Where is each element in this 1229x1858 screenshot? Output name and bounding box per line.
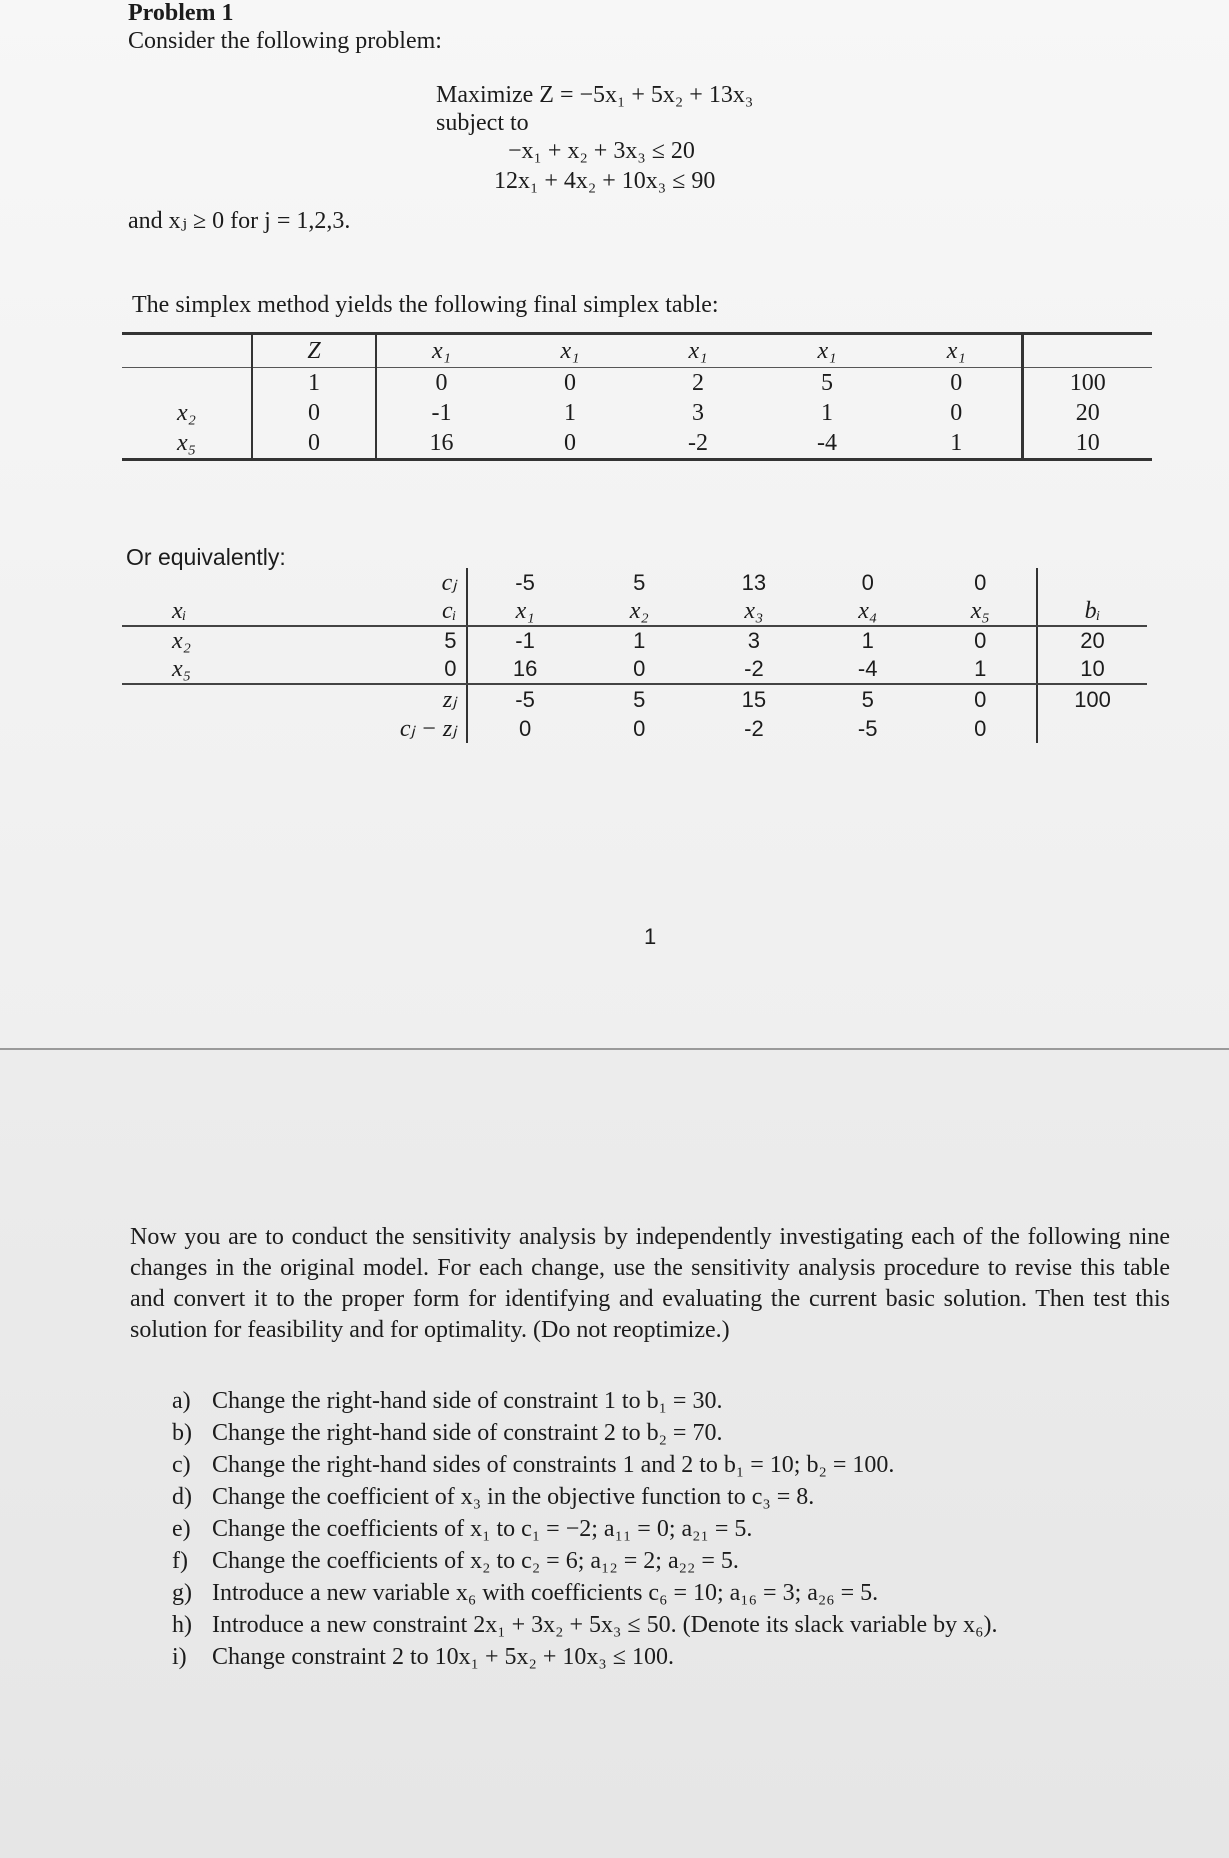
table1-header-z: Z <box>252 334 376 368</box>
table1-cell: 0 <box>892 398 1022 428</box>
table1-cell: -1 <box>376 398 506 428</box>
cj-label: cⱼ <box>244 568 468 597</box>
change-item: g) Introduce a new variable x₆ with coefficients c₆ = 10; a₁₆ = 3; a₂₆ = 5. <box>172 1580 879 1606</box>
cj-row <box>122 568 1147 597</box>
bi-label: bᵢ <box>1037 597 1147 626</box>
table2-row <box>122 655 1147 684</box>
cj-zj-value: 0 <box>924 714 1037 743</box>
table2-row <box>122 626 1147 655</box>
cj-zj-value: 0 <box>518 715 532 741</box>
table1-header-rhs <box>1022 334 1152 368</box>
zj-row <box>122 684 1147 714</box>
table2-cell: -4 <box>811 655 924 684</box>
change-item: h) Introduce a new constraint 2x₁ + 3x₂ + 5x₃ ≤ 50. (Denote its slack variable by x₆). <box>172 1612 998 1638</box>
constraint-2: 12x₁ + 4x₂ + 10x₃ ≤ 90 <box>494 168 716 194</box>
table1-row <box>122 368 1152 399</box>
final-simplex-table <box>122 332 1152 461</box>
table2-rhs: 10 <box>1037 655 1147 684</box>
table1-cell: 1 <box>892 428 1022 460</box>
change-item: a) Change the right-hand side of constraint 1 to b₁ = 30. <box>172 1388 723 1414</box>
change-item: d) Change the coefficient of x₃ in the objective function to c₃ = 8. <box>172 1484 815 1510</box>
cj-zj-value: -5 <box>857 715 878 741</box>
table2-cell: 1 <box>924 655 1037 684</box>
cj-value: 13 <box>741 569 767 595</box>
problem-title: Problem 1 <box>128 0 234 26</box>
table2-basic-var: x₂ <box>172 627 191 654</box>
cj-zj-row <box>122 714 1147 743</box>
table1-header-var: x₁ <box>634 334 762 368</box>
objective-function: Maximize Z = −5x₁ + 5x₂ + 13x₃ <box>436 82 754 108</box>
equivalent-simplex-table <box>122 568 1147 743</box>
table1-basic-var: x₂ <box>177 399 196 426</box>
table1-header-row <box>122 334 1152 368</box>
table1-cell: 0 <box>892 368 1022 399</box>
table2-cell: -1 <box>515 628 535 653</box>
table1-rhs: 10 <box>1022 428 1152 460</box>
zj-value: 5 <box>633 686 646 712</box>
table1-header-var: x₁ <box>762 334 892 368</box>
table1-cell: 5 <box>821 369 833 396</box>
table1-cell: 1 <box>564 399 576 426</box>
zj-value: 5 <box>861 686 874 712</box>
table2-cell: 0 <box>582 655 697 684</box>
table1-cell: 0 <box>376 368 506 399</box>
var-header: x₄ <box>811 597 924 626</box>
var-header: x₂ <box>582 597 697 626</box>
change-item: i) Change constraint 2 to 10x₁ + 5x₂ + 10x₃ ≤ 100. <box>172 1644 674 1670</box>
table1-cell: 0 <box>252 428 376 460</box>
table2-cell: 1 <box>633 628 646 653</box>
table1-cell: -2 <box>634 428 762 460</box>
table2-cell: 1 <box>861 628 874 653</box>
change-item: f) Change the coefficients of x₂ to c₂ = 6; a₁₂ = 2; a₂₂ = 5. <box>172 1548 739 1574</box>
cj-value: -5 <box>515 569 535 595</box>
cj-zj-value: -2 <box>744 715 764 741</box>
table2-rhs: 20 <box>1080 628 1105 653</box>
table2-cell: -2 <box>697 655 811 684</box>
cj-value: 0 <box>861 569 874 595</box>
cj-zj-label: cⱼ − zⱼ <box>244 714 468 743</box>
table1-header-var: x₁ <box>376 334 506 368</box>
table2-ci: 0 <box>244 655 468 684</box>
change-item: e) Change the coefficients of x₁ to c₁ = −2; a₁₁ = 0; a₂₁ = 5. <box>172 1516 753 1542</box>
table1-cell: 16 <box>376 428 506 460</box>
problem-intro: Consider the following problem: <box>128 28 442 54</box>
table1-cell: 0 <box>252 398 376 428</box>
instructions-paragraph: Now you are to conduct the sensitivity analysis by independently investigating each of the following nine changes in the original model. For each change, use the sensitivity analysis procedure to revise this table and convert it to the proper form for identifying and evaluating the current basic solution. Then test this solution for feasibility and for optimality. (Do not reoptimize.) <box>130 1224 1170 1343</box>
zj-value: 15 <box>741 686 767 712</box>
zj-value: -5 <box>515 686 535 712</box>
table2-cell: 3 <box>747 628 761 653</box>
ci-label: cᵢ <box>244 597 468 626</box>
var-header: x₅ <box>924 597 1037 626</box>
equivalent-label: Or equivalently: <box>126 544 286 570</box>
cj-zj-value: 0 <box>633 715 646 741</box>
nonnegativity: and xⱼ ≥ 0 for j = 1,2,3. <box>128 208 351 234</box>
table2-cell: 0 <box>924 626 1037 655</box>
var-header: x₁ <box>467 597 581 626</box>
page-number: 1 <box>644 924 657 949</box>
var-header: x₃ <box>697 597 811 626</box>
zj-rhs: 100 <box>1074 686 1111 712</box>
table1-row <box>122 428 1152 460</box>
table1-header-var: x₁ <box>892 334 1022 368</box>
changes-list <box>172 1385 998 1673</box>
cj-value: 5 <box>633 569 646 595</box>
table2-ci: 5 <box>244 626 468 655</box>
xi-label: xᵢ <box>122 597 244 626</box>
table1-cell: 3 <box>692 399 704 426</box>
final-table-intro: The simplex method yields the following final simplex table: <box>132 292 719 318</box>
table1-basic-header <box>122 334 252 368</box>
table1-cell: 1 <box>821 399 833 426</box>
cj-value: 0 <box>924 568 1037 597</box>
table2-cell: 16 <box>467 655 581 684</box>
table1-basic-var <box>122 368 252 399</box>
change-item: c) Change the right-hand sides of constraints 1 and 2 to b₁ = 10; b₂ = 100. <box>172 1452 895 1478</box>
subject-to-label: subject to <box>436 110 529 136</box>
table1-basic-var: x₅ <box>122 428 252 460</box>
table1-cell: -4 <box>762 428 892 460</box>
table1-cell: 1 <box>252 368 376 399</box>
table1-header-var: x₁ <box>506 334 634 368</box>
table1-row <box>122 398 1152 428</box>
zj-label: zⱼ <box>244 684 468 714</box>
table1-rhs: 100 <box>1069 369 1106 396</box>
constraint-1: −x₁ + x₂ + 3x₃ ≤ 20 <box>508 138 695 164</box>
table1-cell: 0 <box>564 369 576 396</box>
table1-cell: 0 <box>506 428 634 460</box>
var-header-row <box>122 597 1147 626</box>
table2-basic-var: x₅ <box>122 655 244 684</box>
table1-cell: 2 <box>692 369 704 396</box>
change-item: b) Change the right-hand side of constraint 2 to b₂ = 70. <box>172 1420 723 1446</box>
zj-value: 0 <box>924 684 1037 714</box>
table1-rhs: 20 <box>1075 399 1100 426</box>
